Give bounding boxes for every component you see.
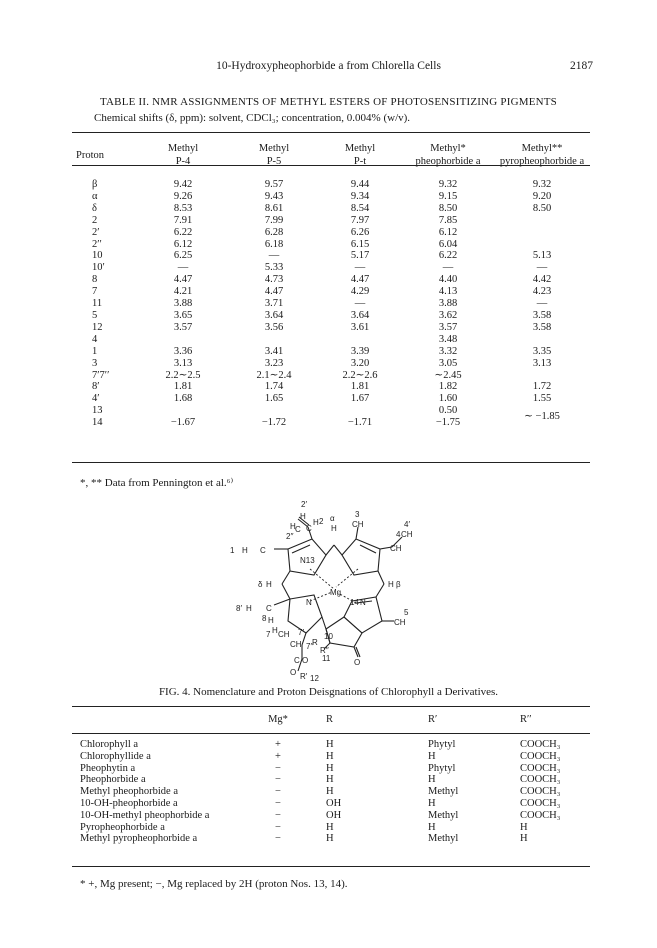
- proton-label: 7′7′′: [92, 369, 110, 381]
- svg-text:N: N: [306, 598, 312, 607]
- table-cell: OH: [326, 797, 342, 809]
- compound-name: Methyl pheophorbide a: [80, 786, 178, 798]
- table-cell: 8.54: [350, 202, 370, 214]
- table-cell: 1.72: [532, 381, 552, 393]
- svg-text:CH: CH: [278, 630, 290, 639]
- derivatives-table: [72, 711, 590, 845]
- table-row: [72, 322, 590, 334]
- table2-title: TABLE II. NMR ASSIGNMENTS OF METHYL ESTERS OF PHOTOSENSITIZING PIGMENTS: [99, 96, 557, 108]
- table-row: [72, 798, 590, 810]
- table-cell: 1.81: [173, 381, 193, 393]
- svg-text:R: R: [312, 638, 318, 647]
- table-cell: 1.68: [173, 393, 193, 405]
- table-cell: H: [520, 821, 528, 833]
- table-cell: COOCH₃: [520, 750, 561, 762]
- svg-text:H: H: [388, 580, 394, 589]
- table-cell: 1.65: [264, 393, 284, 405]
- header-col: Methyl* pheophorbide a: [415, 143, 481, 167]
- table-cell: 4.21: [173, 286, 193, 298]
- svg-text:7: 7: [266, 630, 271, 639]
- svg-text:H: H: [242, 546, 248, 555]
- table-cell: 2.2∼2.6: [342, 369, 378, 381]
- table-cell: 4.47: [173, 274, 193, 286]
- compound-name: 10-OH-methyl pheophorbide a: [80, 809, 210, 821]
- table-cell: 8.53: [173, 202, 193, 214]
- header-proton: Proton: [76, 149, 105, 161]
- table2-footnote: *, ** Data from Pennington et al.⁶⁾: [80, 477, 234, 489]
- table-cell: 9.34: [350, 190, 370, 202]
- table-cell: −1.75: [435, 417, 461, 429]
- header-rpp: R′′: [520, 713, 532, 725]
- table-cell: Methyl: [428, 786, 459, 798]
- table-cell: 4.29: [350, 286, 370, 298]
- table-cell: 4.42: [532, 274, 552, 286]
- table-cell: 3.32: [438, 345, 458, 357]
- table-cell: 3.57: [173, 321, 193, 333]
- svg-text:H: H: [313, 518, 319, 527]
- table-cell: 4.73: [264, 274, 284, 286]
- svg-text:β: β: [396, 580, 401, 589]
- table-cell: 3.41: [264, 345, 284, 357]
- proton-label: β: [92, 179, 98, 190]
- table-cell: 3.57: [438, 321, 458, 333]
- header-mg: Mg*: [268, 713, 288, 725]
- table-cell: −: [275, 774, 281, 786]
- svg-text:Mg: Mg: [330, 588, 342, 597]
- table-row: [72, 250, 590, 262]
- table-row: [72, 393, 590, 405]
- table-cell: 0.50: [438, 405, 458, 417]
- table-row: [72, 215, 590, 227]
- table-row: [72, 262, 590, 274]
- table-cell: 3.61: [350, 321, 370, 333]
- table-cell: H: [326, 774, 334, 786]
- proton-label: 2: [92, 214, 98, 226]
- table-row: [72, 370, 590, 382]
- table-cell: —: [354, 298, 366, 310]
- table-cell: 3.88: [438, 298, 458, 310]
- table-cell: 9.20: [532, 190, 552, 202]
- table-cell: 1.67: [350, 393, 370, 405]
- table-cell: H: [326, 786, 334, 798]
- table-cell: 7.97: [350, 214, 370, 226]
- table-cell: 8.61: [264, 202, 284, 214]
- table-row: [72, 203, 590, 215]
- svg-text:3: 3: [355, 510, 360, 519]
- table-row: [72, 405, 590, 417]
- svg-text:H: H: [268, 616, 274, 625]
- table-cell: 3.48: [438, 333, 458, 345]
- table-cell: 9.43: [264, 190, 284, 202]
- table2-header-rule: [72, 165, 590, 166]
- compound-name: Pheophytin a: [80, 762, 136, 774]
- table-cell: 3.71: [264, 298, 284, 310]
- table3-top-rule: [72, 706, 590, 707]
- svg-text:N: N: [360, 598, 366, 607]
- table-cell: H: [428, 774, 436, 786]
- table-cell: 2.2∼2.5: [165, 369, 201, 381]
- table-cell: 3.88: [173, 298, 193, 310]
- table-cell: 6.22: [438, 250, 458, 262]
- table-cell: 9.32: [438, 179, 458, 190]
- table-cell: 5.17: [350, 250, 370, 262]
- svg-text:CH: CH: [401, 530, 413, 539]
- svg-text:C: C: [295, 525, 301, 534]
- table-cell: —: [268, 250, 280, 262]
- svg-text:1: 1: [230, 546, 235, 555]
- table-cell: 3.64: [264, 309, 284, 321]
- proton-label: 4: [92, 333, 98, 345]
- svg-text:7′: 7′: [298, 628, 304, 637]
- header-empty: [72, 711, 244, 727]
- proton-label: α: [92, 190, 98, 202]
- table-cell: COOCH₃: [520, 786, 561, 798]
- table-cell: +: [275, 750, 281, 762]
- table-cell: −: [275, 809, 281, 821]
- table-cell: 4.40: [438, 274, 458, 286]
- table-cell: −1.67: [170, 417, 196, 429]
- table-row: [72, 822, 590, 834]
- table-cell: ∼2.45: [434, 369, 462, 381]
- table-cell: —: [354, 262, 366, 274]
- table-cell: 1.81: [350, 381, 370, 393]
- table-cell: 3.58: [532, 309, 552, 321]
- svg-text:CH: CH: [390, 544, 402, 553]
- proton-label: 4′: [92, 393, 100, 405]
- proton-label: δ: [92, 202, 97, 214]
- svg-text:C: C: [294, 656, 300, 665]
- compound-name: Pyropheophorbide a: [80, 821, 165, 833]
- proton-label: 8′: [92, 381, 100, 393]
- svg-text:C: C: [306, 524, 312, 533]
- table-cell: 6.28: [264, 226, 284, 238]
- header-col: Methyl P-4: [167, 143, 199, 167]
- compound-name: Pheophorbide a: [80, 774, 146, 786]
- svg-text:11: 11: [322, 654, 331, 663]
- table2-caption: Chemical shifts (δ, ppm): solvent, CDCl₃; concentration, 0.004% (w/v).: [94, 112, 411, 124]
- table-cell: Phytyl: [428, 762, 456, 774]
- svg-text:8: 8: [262, 614, 267, 623]
- table-cell: 3.39: [350, 345, 370, 357]
- table-row: [72, 786, 590, 798]
- table-cell: COOCH₃: [520, 739, 561, 750]
- table-cell: —: [177, 262, 189, 274]
- compound-name: Methyl pyropheophorbide a: [80, 833, 198, 845]
- table-cell: 7.85: [438, 214, 458, 226]
- table-cell: [494, 370, 590, 382]
- proton-label: 8: [92, 274, 98, 286]
- table-cell: H: [428, 797, 436, 809]
- table-cell: 9.26: [173, 190, 193, 202]
- table-cell: 6.26: [350, 226, 370, 238]
- table-cell: [494, 334, 590, 346]
- table-cell: 3.23: [264, 357, 284, 369]
- figure4-caption: FIG. 4. Nomenclature and Proton Deisgnations of Chlorophyll a Derivatives.: [158, 686, 499, 698]
- svg-text:R′: R′: [300, 672, 308, 681]
- table-cell: [318, 405, 402, 417]
- table-cell-merged: ∼ −1.85: [524, 411, 560, 423]
- proton-label: 13: [92, 405, 103, 417]
- svg-text:C: C: [266, 604, 272, 613]
- table-cell: Phytyl: [428, 739, 456, 750]
- table-cell: [494, 215, 590, 227]
- table-row: [72, 810, 590, 822]
- table-cell: 6.04: [438, 238, 458, 250]
- chlorophyll-structure: [226, 497, 452, 682]
- table-cell: 3.35: [532, 345, 552, 357]
- table-cell: 3.36: [173, 345, 193, 357]
- page-number: 2187: [570, 60, 593, 72]
- table-row: [72, 274, 590, 286]
- proton-label: 14: [92, 417, 103, 429]
- header-col: Methyl P-5: [258, 143, 290, 167]
- table-cell: H: [520, 833, 528, 845]
- header-col: Methyl P-t: [344, 143, 376, 167]
- proton-label: 1: [92, 345, 98, 357]
- table-cell: Methyl: [428, 833, 459, 845]
- table-cell: 8.50: [532, 202, 552, 214]
- svg-text:5: 5: [404, 608, 409, 617]
- svg-text:N13: N13: [300, 556, 315, 565]
- derivatives-table-body: [72, 739, 590, 845]
- compound-name: Chlorophyllide a: [80, 750, 151, 762]
- svg-text:H: H: [266, 580, 272, 589]
- table-cell: 6.12: [438, 226, 458, 238]
- table-cell: −: [275, 821, 281, 833]
- svg-text:4: 4: [396, 530, 401, 539]
- svg-text:O: O: [354, 658, 361, 667]
- table-cell: 9.42: [173, 179, 193, 190]
- table-cell: 8.50: [438, 202, 458, 214]
- table-cell: —: [536, 298, 548, 310]
- svg-text:α: α: [330, 514, 335, 523]
- header-col: Methyl** pyropheophorbide a: [499, 143, 585, 167]
- proton-label: 2′: [92, 226, 100, 238]
- proton-label: 12: [92, 321, 103, 333]
- table-cell: 4.23: [532, 286, 552, 298]
- svg-text:2′′: 2′′: [286, 532, 294, 541]
- svg-text:CH: CH: [394, 618, 406, 627]
- table3-header-rule: [72, 733, 590, 734]
- table-cell: H: [428, 750, 436, 762]
- svg-text:CH: CH: [352, 520, 364, 529]
- table-cell: [318, 334, 402, 346]
- table-cell: −: [275, 833, 281, 845]
- table-cell: 4.47: [350, 274, 370, 286]
- table-cell: 1.82: [438, 381, 458, 393]
- table-cell: 3.62: [438, 309, 458, 321]
- table-row: [72, 310, 590, 322]
- svg-text:10: 10: [324, 632, 333, 641]
- table-cell: 9.57: [264, 179, 284, 190]
- svg-text:C: C: [260, 546, 266, 555]
- table-cell: Methyl: [428, 809, 459, 821]
- table-cell: +: [275, 739, 281, 750]
- header-rp: R′: [428, 713, 438, 725]
- proton-label: 7: [92, 286, 98, 298]
- table-row: [72, 179, 590, 191]
- svg-text:H: H: [272, 626, 278, 635]
- proton-label: 11: [92, 298, 103, 310]
- table-cell: 3.65: [173, 309, 193, 321]
- table-cell: −1.71: [347, 417, 373, 429]
- table-cell: 6.15: [350, 238, 370, 250]
- table-cell: COOCH₃: [520, 762, 561, 774]
- table-cell: 9.44: [350, 179, 370, 190]
- compound-name: 10-OH-pheophorbide a: [80, 797, 178, 809]
- table-row: [72, 381, 590, 393]
- table-cell: 6.22: [173, 226, 193, 238]
- svg-text:H: H: [331, 524, 337, 533]
- table-cell: −: [275, 786, 281, 798]
- table-cell: [494, 227, 590, 239]
- table-cell: —: [536, 262, 548, 274]
- table-cell: [230, 405, 318, 417]
- table-cell: 3.05: [438, 357, 458, 369]
- table-cell: COOCH₃: [520, 774, 561, 786]
- nmr-table: [72, 139, 590, 429]
- table-cell: COOCH₃: [520, 809, 561, 821]
- table-row: [72, 227, 590, 239]
- table-cell: H: [428, 821, 436, 833]
- table-cell: 9.15: [438, 190, 458, 202]
- svg-text:CH: CH: [290, 640, 302, 649]
- table-cell: 7.91: [173, 214, 193, 226]
- table-cell: 4.13: [438, 286, 458, 298]
- table-row: [72, 298, 590, 310]
- table3-bottom-rule: [72, 866, 590, 867]
- table-row: [72, 833, 590, 845]
- table-cell: [230, 334, 318, 346]
- table-cell: 4.47: [264, 286, 284, 298]
- table-cell: 3.58: [532, 321, 552, 333]
- table-cell: [494, 239, 590, 251]
- table-cell: −: [275, 797, 281, 809]
- table-row: [72, 763, 590, 775]
- table-cell: 3.64: [350, 309, 370, 321]
- table-cell: 3.20: [350, 357, 370, 369]
- table-cell: OH: [326, 809, 342, 821]
- table-cell: 1.74: [264, 381, 284, 393]
- table-cell: 1.60: [438, 393, 458, 405]
- table-row: [72, 358, 590, 370]
- header-r: R: [326, 713, 334, 725]
- compound-name: Chlorophyll a: [80, 739, 139, 750]
- table-row: [72, 739, 590, 751]
- table-cell: 7.99: [264, 214, 284, 226]
- table-cell: 3.13: [532, 357, 552, 369]
- proton-label: 2′′: [92, 238, 102, 250]
- nmr-table-body: [72, 179, 590, 429]
- table-cell: 6.18: [264, 238, 284, 250]
- table-cell: 3.56: [264, 321, 284, 333]
- table-row: [72, 191, 590, 203]
- table-row: [72, 346, 590, 358]
- proton-label: 5: [92, 309, 98, 321]
- proton-label: 3: [92, 357, 98, 369]
- table-cell: —: [442, 262, 454, 274]
- svg-text:12: 12: [310, 674, 319, 682]
- svg-text:4′: 4′: [404, 520, 410, 529]
- table-cell: −: [275, 762, 281, 774]
- table-cell: H: [326, 833, 334, 845]
- table-cell: COOCH₃: [520, 797, 561, 809]
- table-row: [72, 751, 590, 763]
- svg-text:2′: 2′: [301, 500, 307, 509]
- svg-text:H: H: [290, 522, 296, 531]
- svg-text:7′′: 7′′: [306, 642, 314, 651]
- running-title: 10-Hydroxypheophorbide a from Chlorella Cells: [216, 60, 441, 72]
- table2-bottom-rule: [72, 462, 590, 463]
- table-cell: H: [326, 821, 334, 833]
- table-cell: 3.13: [173, 357, 193, 369]
- table2-top-rule: [72, 132, 590, 133]
- table-cell: [136, 405, 230, 417]
- table-cell: [136, 334, 230, 346]
- table-cell: 6.12: [173, 238, 193, 250]
- table-cell: H: [326, 739, 334, 750]
- svg-text:H: H: [246, 604, 252, 613]
- table-cell: H: [326, 762, 334, 774]
- proton-label: 10′: [92, 262, 105, 274]
- table-cell: 5.33: [264, 262, 284, 274]
- table-cell: 2.1∼2.4: [256, 369, 292, 381]
- table-row: [72, 774, 590, 786]
- svg-text:δ: δ: [258, 580, 263, 589]
- svg-text:H: H: [300, 512, 306, 521]
- table-row: [72, 239, 590, 251]
- svg-text:2: 2: [319, 517, 324, 526]
- svg-text:R′′: R′′: [320, 646, 329, 655]
- proton-label: 10: [92, 250, 103, 262]
- table-cell: 1.55: [532, 393, 552, 405]
- table-row: [72, 286, 590, 298]
- table-cell: 6.25: [173, 250, 193, 262]
- svg-text:O: O: [290, 668, 297, 677]
- table-cell: 9.32: [532, 179, 552, 190]
- table-cell: H: [326, 750, 334, 762]
- svg-text:O: O: [302, 656, 309, 665]
- table3-footnote: * +, Mg present; −, Mg replaced by 2H (proton Nos. 13, 14).: [80, 878, 348, 890]
- table-row: [72, 334, 590, 346]
- table-cell: −1.72: [261, 417, 287, 429]
- table-cell: 5.13: [532, 250, 552, 262]
- svg-text:14: 14: [350, 598, 359, 607]
- svg-text:8′: 8′: [236, 604, 242, 613]
